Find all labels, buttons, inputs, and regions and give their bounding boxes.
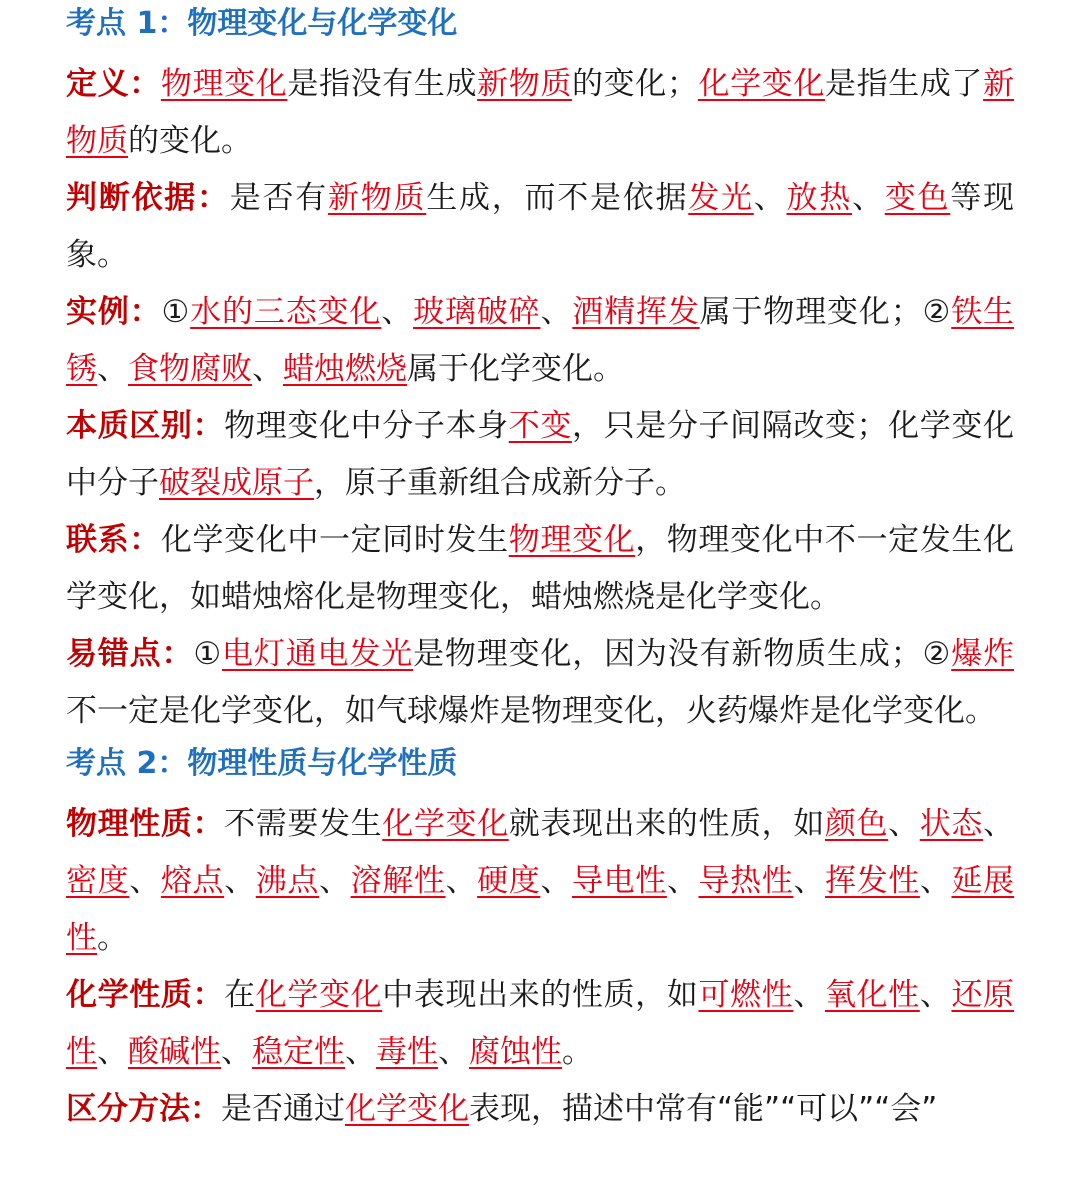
key-term: 变色 <box>884 180 951 216</box>
key-term: 化学变化 <box>382 806 509 842</box>
body-text: 、 <box>445 863 478 899</box>
body-text: 化学变化中一定同时发生 <box>160 522 509 558</box>
knowledge-paragraph <box>66 398 1014 512</box>
key-term: 酸碱性 <box>128 1034 221 1070</box>
body-text: 、 <box>888 806 920 842</box>
body-text: 、 <box>438 1034 469 1070</box>
key-term: 化学变化 <box>345 1091 469 1127</box>
body-text: 、 <box>252 351 283 387</box>
knowledge-paragraph <box>66 1081 1014 1138</box>
key-term: 稳定性 <box>252 1034 345 1070</box>
body-text: 、 <box>221 1034 252 1070</box>
body-text: 生成，而不是依据 <box>426 180 689 216</box>
body-text: 是否有 <box>229 180 328 216</box>
body-text: 属于物理变化；② <box>699 294 952 330</box>
body-text: 物理变化中分子本身 <box>224 408 509 444</box>
body-text: 在 <box>224 977 256 1013</box>
knowledge-paragraph <box>66 967 1014 1081</box>
key-term: 颜色 <box>824 806 889 842</box>
knowledge-paragraph <box>66 796 1014 967</box>
key-term: 挥发性 <box>825 863 920 899</box>
section-heading: 考点 2：物理性质与化学性质 <box>66 746 458 781</box>
key-term: 酒精挥发 <box>572 294 700 330</box>
key-term: 化学变化 <box>697 66 825 102</box>
body-text: 、 <box>666 863 699 899</box>
key-term: 水的三态变化 <box>190 294 382 330</box>
key-term: 还原性 <box>66 977 1015 1070</box>
body-text: 、 <box>129 863 161 899</box>
key-term: 物理变化 <box>160 66 288 102</box>
key-term: 破裂成原子 <box>159 465 314 501</box>
key-term: 放热 <box>786 180 852 216</box>
key-term: 新物质 <box>66 66 1015 159</box>
body-text: 等现象。 <box>66 180 1014 273</box>
key-term: 电灯通电发光 <box>222 636 414 672</box>
body-text: 。 <box>97 920 128 956</box>
key-term: 蜡烛燃烧 <box>283 351 407 387</box>
key-term: 延展性 <box>66 863 1015 956</box>
paragraph-label: 判断依据： <box>66 180 230 216</box>
body-text: 、 <box>793 863 825 899</box>
key-term: 氧化性 <box>824 977 920 1013</box>
paragraph-label: 定义： <box>66 66 161 102</box>
body-text: 是物理变化，因为没有新物质生成；② <box>413 636 952 672</box>
paragraph-label: 联系： <box>66 522 161 558</box>
key-term: 状态 <box>919 806 984 842</box>
body-text: 、 <box>97 1034 128 1070</box>
body-text: 、 <box>381 294 414 330</box>
body-text: ，只是分子间隔改变；化学变化中分子 <box>66 408 1015 501</box>
knowledge-paragraph <box>66 284 1014 398</box>
body-text: 、 <box>793 977 825 1013</box>
key-term: 爆炸 <box>951 636 1015 672</box>
paragraph-label: 实例： <box>66 294 162 330</box>
body-text: ，物理变化中不一定发生化学变化，如蜡烛熔化是物理变化，蜡烛燃烧是化学变化。 <box>66 522 1015 615</box>
key-term: 可燃性 <box>698 977 794 1013</box>
body-text: 就表现出来的性质，如 <box>508 806 825 842</box>
key-term: 硬度 <box>477 863 541 899</box>
paragraph-label: 区分方法： <box>66 1091 221 1127</box>
knowledge-paragraph <box>66 626 1014 740</box>
key-term: 毒性 <box>376 1034 438 1070</box>
body-text: 、 <box>540 863 572 899</box>
key-term: 食物腐败 <box>128 351 252 387</box>
body-text: ① <box>161 294 191 330</box>
body-text: 是指没有生成 <box>287 66 478 102</box>
paragraph-label: 化学性质： <box>66 977 225 1013</box>
body-text: 、 <box>540 294 573 330</box>
key-term: 密度 <box>66 863 130 899</box>
paragraph-label: 本质区别： <box>66 408 225 444</box>
body-text: 的变化。 <box>128 123 252 159</box>
key-term: 熔点 <box>160 863 225 899</box>
body-text: 属于化学变化。 <box>407 351 624 387</box>
key-term: 导电性 <box>572 863 667 899</box>
key-term: 铁生锈 <box>66 294 1015 387</box>
key-term: 新物质 <box>477 66 572 102</box>
body-text: 不需要发生 <box>224 806 383 842</box>
body-text: 、 <box>97 351 128 387</box>
body-text: 是否通过 <box>221 1091 345 1127</box>
body-text: 、 <box>753 180 787 216</box>
body-text: 、 <box>224 863 256 899</box>
body-text: 不一定是化学变化，如气球爆炸是物理变化，火药爆炸是化学变化。 <box>66 693 996 729</box>
paragraph-label: 易错点： <box>66 636 194 672</box>
key-term: 玻璃破碎 <box>413 294 541 330</box>
key-term: 溶解性 <box>350 863 446 899</box>
body-text: 。 <box>562 1034 593 1070</box>
body-text: 中表现出来的性质，如 <box>382 977 699 1013</box>
body-text: 、 <box>852 180 885 216</box>
key-term: 化学变化 <box>255 977 383 1013</box>
key-term: 发光 <box>688 180 754 216</box>
knowledge-paragraph <box>66 512 1014 626</box>
knowledge-paragraph <box>66 56 1014 170</box>
body-text: 、 <box>919 863 952 899</box>
body-text: 、 <box>983 806 1015 842</box>
body-text: ① <box>193 636 223 672</box>
body-text: 、 <box>345 1034 376 1070</box>
key-term: 不变 <box>508 408 572 444</box>
key-term: 新物质 <box>328 180 427 216</box>
document-page <box>66 0 1014 1138</box>
body-text: 的变化； <box>571 66 698 102</box>
key-term: 物理变化 <box>508 522 636 558</box>
body-text: 是指生成了 <box>824 66 984 102</box>
body-text: ，原子重新组合成新分子。 <box>314 465 686 501</box>
body-text: 、 <box>919 977 952 1013</box>
body-text: 、 <box>319 863 351 899</box>
section-heading: 考点 1：物理变化与化学变化 <box>66 6 458 41</box>
body-text: 表现，描述中常有“能”“可以”“会” <box>469 1091 938 1127</box>
key-term: 沸点 <box>255 863 319 899</box>
paragraph-label: 物理性质： <box>66 806 225 842</box>
key-term: 腐蚀性 <box>469 1034 562 1070</box>
key-term: 导热性 <box>698 863 794 899</box>
knowledge-paragraph <box>66 170 1014 284</box>
